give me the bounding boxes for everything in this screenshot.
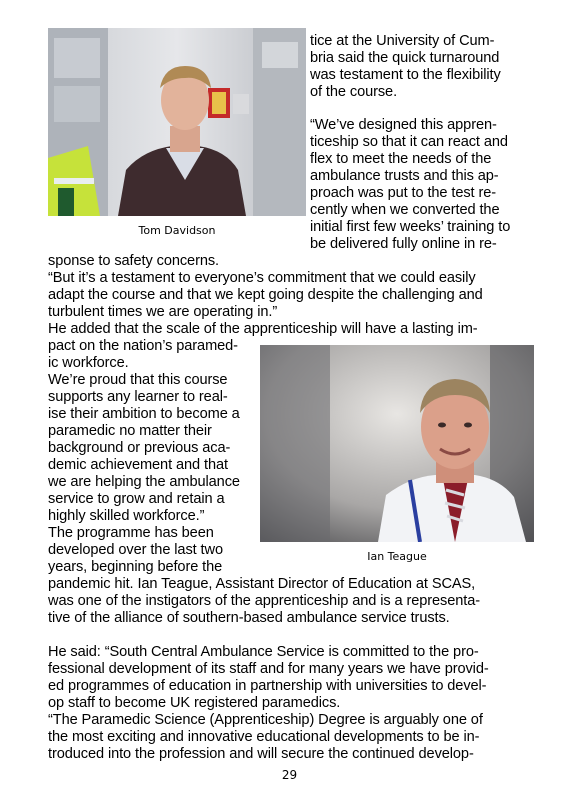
- text-line: ise their ambition to become a: [48, 406, 240, 422]
- text-line: op staff to become UK registered paramedics.: [48, 695, 341, 711]
- text-line: He added that the scale of the apprenticeship will have a lasting im-: [48, 321, 478, 337]
- text-line: “We’ve designed this appren-: [310, 117, 497, 133]
- text-line: developed over the last two: [48, 542, 223, 558]
- text-line: tice at the University of Cum-: [310, 33, 495, 49]
- text-line: paramedic no matter their: [48, 423, 212, 439]
- text-line: we are helping the ambulance: [48, 474, 240, 490]
- text-line: background or previous aca-: [48, 440, 231, 456]
- text-line: flex to meet the needs of the: [310, 151, 492, 167]
- text-line: “But it’s a testament to everyone’s commitment that we could easily: [48, 270, 476, 286]
- text-line: be delivered fully online in re-: [310, 236, 497, 252]
- text-line: was one of the instigators of the apprenticeship and is a representa-: [48, 593, 480, 609]
- text-line: adapt the course and that we kept going despite the challenging and: [48, 287, 483, 303]
- text-line: ed programmes of education in partnership with universities to devel-: [48, 678, 487, 694]
- text-line: He said: “South Central Ambulance Service is committed to the pro-: [48, 644, 479, 660]
- text-line: highly skilled workforce.”: [48, 508, 205, 524]
- tom-davidson-caption: Tom Davidson: [138, 224, 216, 237]
- text-line: pact on the nation’s paramed-: [48, 338, 238, 354]
- text-line: years, beginning before the: [48, 559, 223, 575]
- text-line: pandemic hit. Ian Teague, Assistant Director of Education at SCAS,: [48, 576, 476, 592]
- text-line: The programme has been: [48, 525, 214, 541]
- text-line: of the course.: [310, 84, 398, 100]
- page-number: 29: [281, 768, 298, 782]
- text-line: tive of the alliance of southern-based ambulance service trusts.: [48, 610, 450, 626]
- text-line: was testament to the flexibility: [310, 67, 501, 83]
- text-line: initial first few weeks’ training to: [310, 219, 511, 235]
- text-line: We’re proud that this course: [48, 372, 228, 388]
- text-line: supports any learner to real-: [48, 389, 228, 405]
- text-line: fessional development of its staff and for many years we have provid-: [48, 661, 489, 677]
- text-line: service to grow and retain a: [48, 491, 225, 507]
- text-line: “The Paramedic Science (Apprenticeship) Degree is arguably one of: [48, 712, 483, 728]
- text-line: sponse to safety concerns.: [48, 253, 220, 269]
- text-line: proach was put to the test re-: [310, 185, 497, 201]
- text-line: demic achievement and that: [48, 457, 228, 473]
- text-line: cently when we converted the: [310, 202, 500, 218]
- text-line: ic workforce.: [48, 355, 129, 371]
- text-line: turbulent times we are operating in.”: [48, 304, 278, 320]
- text-line: the most exciting and innovative educational developments to be in-: [48, 729, 480, 745]
- text-line: ticeship so that it can react and: [310, 134, 508, 150]
- text-line: bria said the quick turnaround: [310, 50, 500, 66]
- text-line: ambulance trusts and this ap-: [310, 168, 499, 184]
- ian-teague-caption: Ian Teague: [367, 550, 427, 563]
- tom-davidson-photo: [48, 28, 306, 216]
- ian-teague-photo: [260, 345, 534, 542]
- text-line: troduced into the profession and will secure the continued develop-: [48, 746, 474, 762]
